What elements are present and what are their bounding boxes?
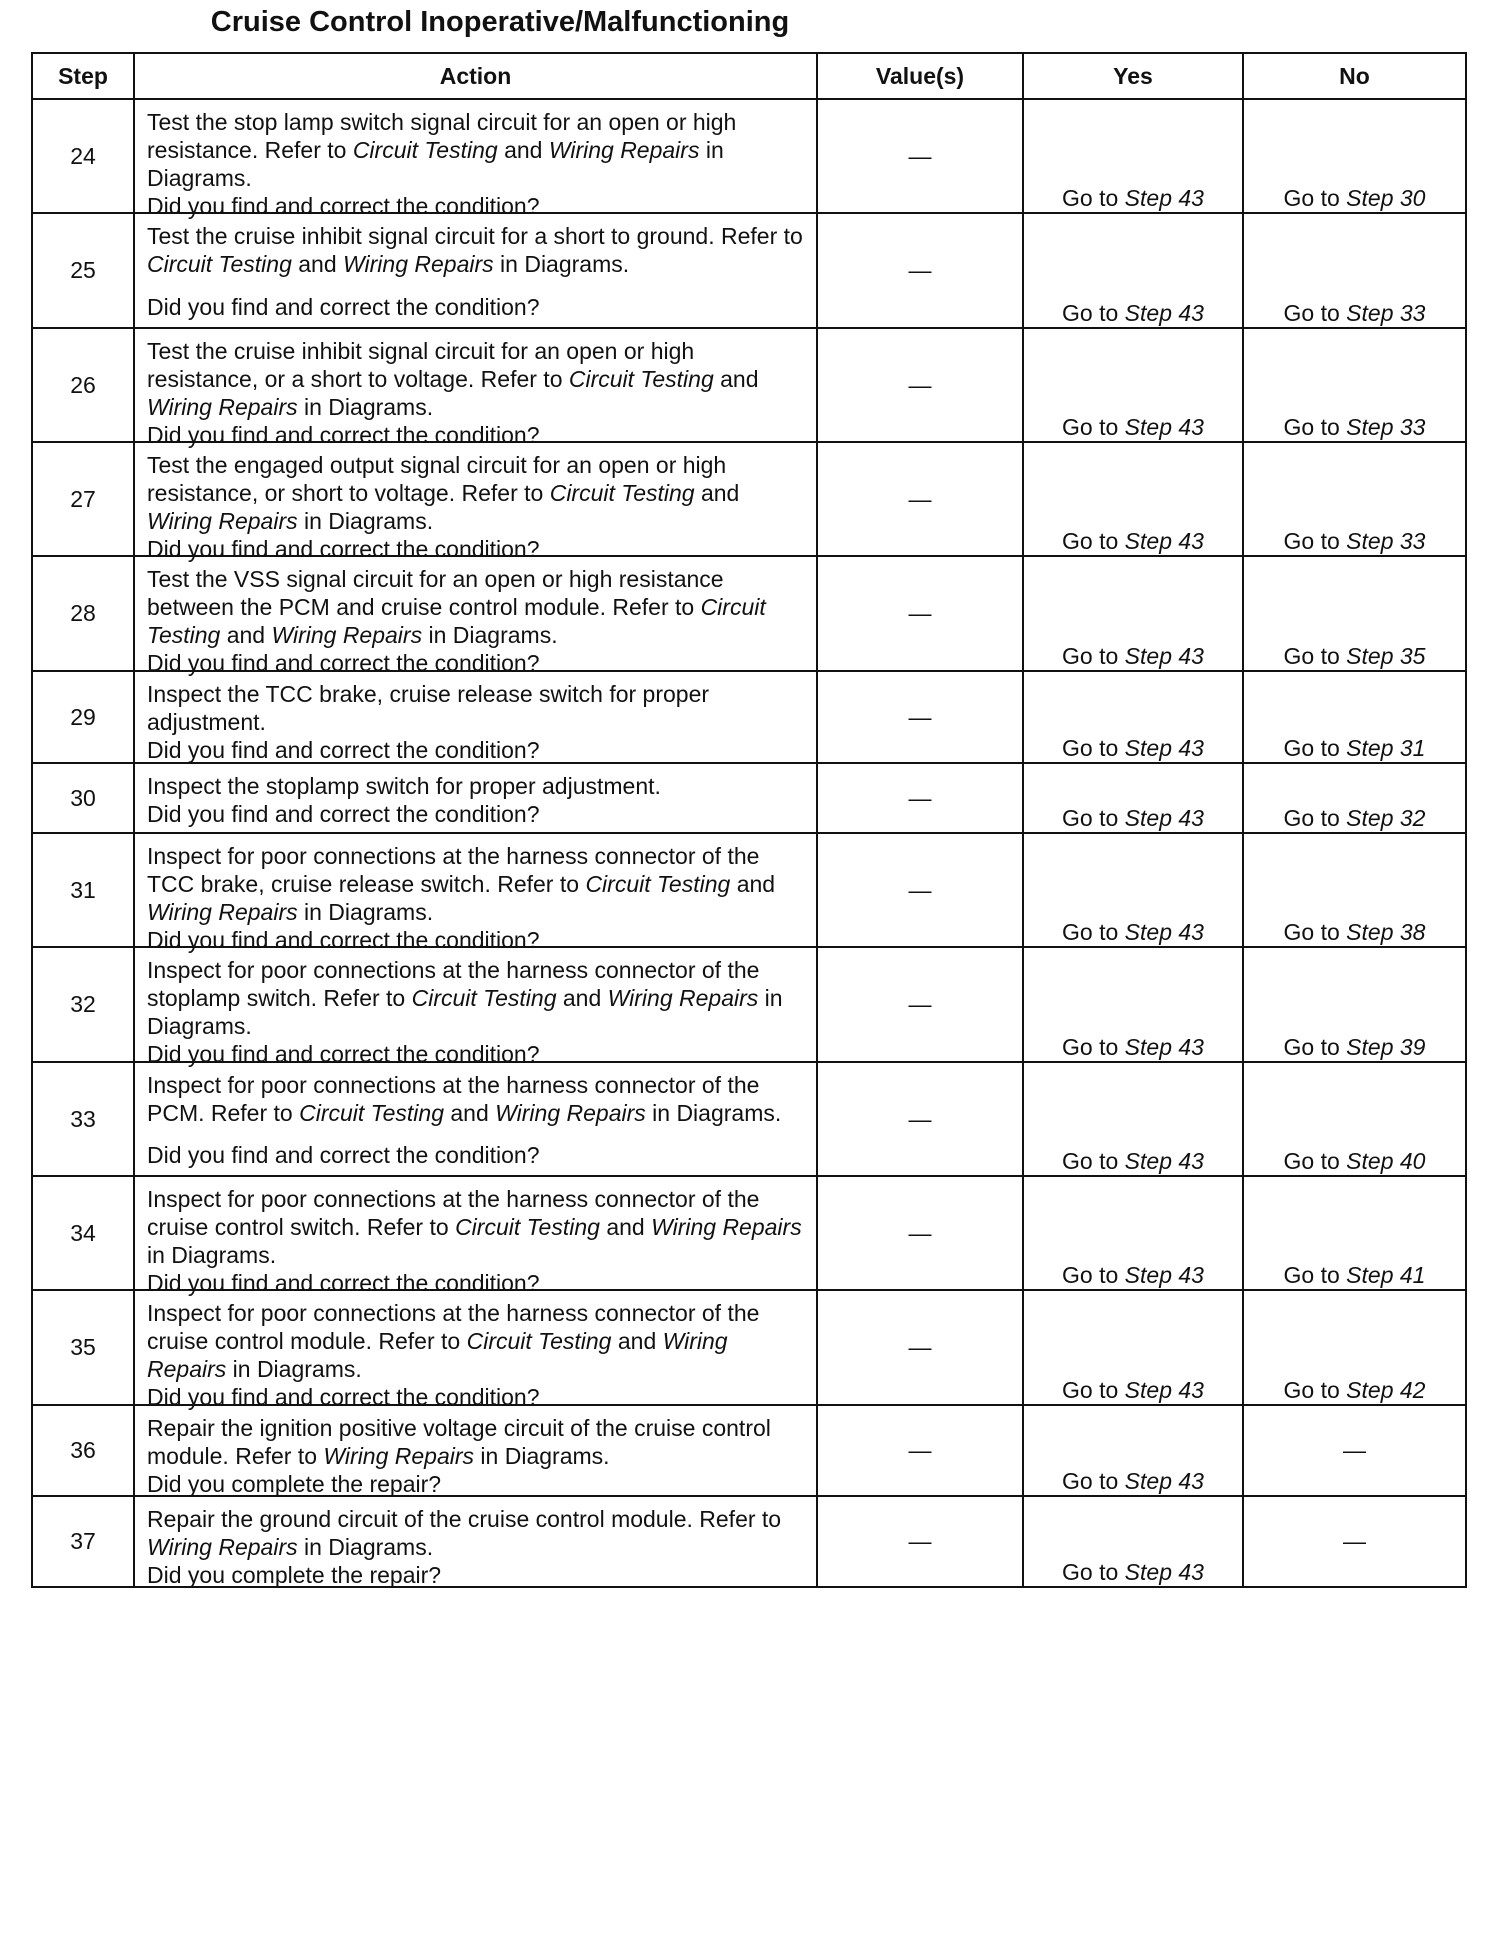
action-content	[135, 948, 816, 1067]
instruction-text: in Diagrams.	[147, 985, 783, 1039]
reference-text: Wiring Repairs	[323, 1443, 475, 1469]
goto-step: Step 42	[1346, 1377, 1426, 1403]
instruction-text: Inspect the TCC brake, cruise release switch for proper adjustment.	[147, 681, 710, 735]
goto-step: Step 32	[1346, 805, 1426, 831]
instruction-text: Test the cruise inhibit signal circuit for an open or high resistance, or a short to voltage. Refer to	[147, 338, 695, 392]
instruction-text: in Diagrams.	[297, 394, 434, 420]
action-cell	[134, 947, 817, 1067]
step-number: 37	[32, 1496, 134, 1587]
table-row	[32, 442, 1466, 556]
reference-text: Wiring Repairs	[495, 1100, 646, 1126]
goto-prefix: Go to	[1062, 643, 1125, 669]
goto-prefix: Go to	[1062, 805, 1125, 831]
action-cell	[134, 1496, 817, 1587]
yes-cell	[1023, 99, 1243, 213]
value-cell: —	[817, 1062, 1023, 1176]
action-content	[135, 1177, 816, 1296]
value-cell: —	[817, 556, 1023, 671]
action-content	[135, 1406, 816, 1495]
reference-text: Circuit Testing	[466, 1328, 612, 1354]
goto-step: Step 43	[1124, 528, 1204, 554]
no-cell	[1243, 1405, 1466, 1496]
no-cell	[1243, 1176, 1466, 1290]
no-cell	[1243, 763, 1466, 833]
goto-prefix: Go to	[1283, 1262, 1347, 1288]
goto-step: Step 39	[1346, 1034, 1426, 1060]
action-content	[135, 443, 816, 562]
action-content	[135, 834, 816, 953]
goto-prefix: Go to	[1283, 735, 1347, 761]
action-instruction	[147, 222, 806, 278]
goto-step: Step 43	[1124, 185, 1204, 211]
table-row	[32, 1062, 1466, 1176]
step-number: 36	[32, 1405, 134, 1496]
action-cell	[134, 99, 817, 219]
action-question: Did you find and correct the condition?	[147, 801, 540, 827]
goto-prefix: Go to	[1283, 805, 1347, 831]
yes-cell	[1023, 1496, 1243, 1587]
instruction-text: Inspect for poor connections at the harness connector of the stoplamp switch. Refer to	[147, 957, 760, 1011]
goto-step: Step 43	[1124, 414, 1204, 440]
action-cell	[134, 213, 817, 328]
column-header-values: Value(s)	[817, 53, 1023, 99]
goto-step: Step 43	[1124, 1468, 1204, 1494]
goto-prefix: Go to	[1062, 1559, 1125, 1585]
reference-text: Wiring Repairs	[147, 1328, 728, 1382]
no-cell	[1243, 947, 1466, 1062]
action-cell	[134, 1176, 817, 1296]
instruction-text: Test the engaged output signal circuit for an open or high resistance, or short to voltage. Refer to	[147, 452, 727, 506]
instruction-text: in Diagrams.	[147, 1242, 277, 1268]
goto-step: Step 33	[1346, 528, 1426, 554]
instruction-text: Inspect the stoplamp switch for proper adjustment.	[147, 773, 661, 799]
instruction-text: Inspect for poor connections at the harness connector of the cruise control switch. Refer to	[147, 1186, 760, 1240]
goto-prefix: Go to	[1283, 1148, 1347, 1174]
instruction-text: and	[694, 480, 740, 506]
step-number: 31	[32, 833, 134, 947]
table-row	[32, 671, 1466, 763]
goto-prefix: Go to	[1062, 735, 1125, 761]
value-cell: —	[817, 671, 1023, 763]
goto-prefix: Go to	[1283, 643, 1347, 669]
goto-prefix: Go to	[1062, 1262, 1125, 1288]
reference-text: Wiring Repairs	[147, 1534, 298, 1560]
action-question: Did you find and correct the condition?	[147, 737, 540, 763]
value-cell: —	[817, 1290, 1023, 1405]
action-instruction	[147, 842, 806, 926]
instruction-text: Repair the ground circuit of the cruise control module. Refer to	[147, 1506, 782, 1532]
no-cell	[1243, 213, 1466, 328]
reference-text: Circuit Testing	[585, 871, 731, 897]
no-cell	[1243, 1290, 1466, 1405]
column-header-no: No	[1243, 53, 1466, 99]
action-question: Did you find and correct the condition?	[147, 193, 540, 219]
value-cell: —	[817, 763, 1023, 833]
action-cell	[134, 763, 817, 833]
goto-prefix: Go to	[1062, 1034, 1125, 1060]
value-cell: —	[817, 99, 1023, 213]
instruction-text: and	[220, 622, 272, 648]
instruction-text: in Diagrams.	[474, 1443, 610, 1469]
action-question: Did you find and correct the condition?	[147, 927, 540, 953]
yes-cell	[1023, 442, 1243, 556]
yes-cell	[1023, 1290, 1243, 1405]
instruction-text: and	[730, 871, 776, 897]
action-content	[135, 1063, 816, 1175]
goto-step: Step 43	[1124, 735, 1204, 761]
reference-text: Circuit Testing	[549, 480, 695, 506]
goto-step: Step 43	[1124, 1559, 1204, 1585]
instruction-text: and	[443, 1100, 496, 1126]
table-body	[32, 99, 1466, 1587]
goto-prefix: Go to	[1062, 1468, 1125, 1494]
action-instruction	[147, 1505, 806, 1561]
goto-step: Step 30	[1346, 185, 1426, 211]
step-number: 27	[32, 442, 134, 556]
goto-prefix: Go to	[1062, 1377, 1125, 1403]
yes-cell	[1023, 1062, 1243, 1176]
yes-cell	[1023, 213, 1243, 328]
action-cell	[134, 833, 817, 953]
instruction-text: and	[599, 1214, 652, 1240]
goto-prefix: Go to	[1283, 919, 1347, 945]
column-header-action: Action	[134, 53, 817, 99]
reference-text: Wiring Repairs	[147, 899, 298, 925]
no-dash: —	[1343, 1528, 1366, 1554]
value-cell: —	[817, 442, 1023, 556]
yes-cell	[1023, 556, 1243, 671]
goto-prefix: Go to	[1283, 185, 1347, 211]
table-header-row	[32, 53, 1466, 99]
no-cell	[1243, 833, 1466, 947]
goto-step: Step 43	[1124, 919, 1204, 945]
step-number: 25	[32, 213, 134, 328]
action-content	[135, 1291, 816, 1410]
no-cell	[1243, 442, 1466, 556]
goto-prefix: Go to	[1062, 414, 1125, 440]
instruction-text: in Diagrams.	[422, 622, 558, 648]
reference-text: Circuit Testing	[147, 251, 292, 277]
reference-text: Circuit Testing	[455, 1214, 600, 1240]
value-cell: —	[817, 1405, 1023, 1496]
instruction-text: in Diagrams.	[645, 1100, 782, 1126]
diagnostic-table	[31, 52, 1467, 1588]
action-question: Did you find and correct the condition?	[147, 650, 540, 676]
step-number: 28	[32, 556, 134, 671]
no-cell	[1243, 556, 1466, 671]
action-content	[135, 557, 816, 676]
action-cell	[134, 1290, 817, 1410]
instruction-text: and	[556, 985, 608, 1011]
action-cell	[134, 671, 817, 763]
action-instruction	[147, 1299, 806, 1383]
action-content	[135, 764, 816, 832]
instruction-text: and	[713, 366, 759, 392]
action-question: Did you find and correct the condition?	[147, 1142, 540, 1168]
no-dash: —	[1343, 1437, 1366, 1463]
goto-prefix: Go to	[1283, 1377, 1347, 1403]
reference-text: Circuit Testing	[352, 137, 498, 163]
reference-text: Wiring Repairs	[651, 1214, 802, 1240]
goto-step: Step 43	[1124, 1262, 1204, 1288]
no-cell	[1243, 99, 1466, 213]
action-content	[135, 214, 816, 327]
action-instruction	[147, 565, 806, 649]
instruction-text: in Diagrams.	[226, 1356, 362, 1382]
instruction-text: in Diagrams.	[493, 251, 630, 277]
action-instruction	[147, 680, 806, 736]
instruction-text: Test the VSS signal circuit for an open or high resistance between the PCM and cruise control module. Refer to	[147, 566, 724, 620]
goto-step: Step 43	[1124, 1034, 1204, 1060]
action-cell	[134, 1405, 817, 1496]
goto-prefix: Go to	[1062, 528, 1125, 554]
action-cell	[134, 556, 817, 676]
action-question: Did you find and correct the condition?	[147, 294, 540, 320]
action-question: Did you find and correct the condition?	[147, 1270, 540, 1296]
value-cell: —	[817, 1496, 1023, 1587]
step-number: 24	[32, 99, 134, 213]
page-title: Cruise Control Inoperative/Malfunctioning	[210, 6, 790, 38]
table-row	[32, 99, 1466, 213]
action-question: Did you complete the repair?	[147, 1562, 442, 1588]
value-cell: —	[817, 833, 1023, 947]
value-cell: —	[817, 947, 1023, 1062]
goto-prefix: Go to	[1062, 185, 1125, 211]
table-row	[32, 328, 1466, 442]
yes-cell	[1023, 1176, 1243, 1290]
step-number: 34	[32, 1176, 134, 1290]
step-number: 35	[32, 1290, 134, 1405]
instruction-text: Test the stop lamp switch signal circuit for an open or high resistance. Refer to	[147, 109, 737, 163]
goto-step: Step 35	[1346, 643, 1426, 669]
action-instruction	[147, 451, 806, 535]
step-number: 32	[32, 947, 134, 1062]
no-cell	[1243, 328, 1466, 442]
yes-cell	[1023, 947, 1243, 1062]
no-cell	[1243, 671, 1466, 763]
yes-cell	[1023, 763, 1243, 833]
reference-text: Wiring Repairs	[271, 622, 423, 648]
goto-step: Step 33	[1346, 414, 1426, 440]
value-cell: —	[817, 328, 1023, 442]
table-row	[32, 556, 1466, 671]
table-row	[32, 1496, 1466, 1587]
table-row	[32, 763, 1466, 833]
yes-cell	[1023, 833, 1243, 947]
goto-step: Step 38	[1346, 919, 1426, 945]
table-row	[32, 1405, 1466, 1496]
instruction-text: Inspect for poor connections at the harness connector of the PCM. Refer to	[147, 1072, 760, 1126]
goto-step: Step 40	[1346, 1148, 1426, 1174]
action-question: Did you find and correct the condition?	[147, 1384, 540, 1410]
table-row	[32, 947, 1466, 1062]
instruction-text: Repair the ignition positive voltage circuit of the cruise control module. Refer to	[147, 1415, 771, 1469]
action-instruction	[147, 956, 806, 1040]
instruction-text: in Diagrams.	[147, 137, 724, 191]
action-instruction	[147, 772, 806, 800]
goto-step: Step 43	[1124, 643, 1204, 669]
reference-text: Wiring Repairs	[548, 137, 700, 163]
step-number: 33	[32, 1062, 134, 1176]
instruction-text: in Diagrams.	[297, 1534, 434, 1560]
step-number: 30	[32, 763, 134, 833]
table-row	[32, 213, 1466, 328]
action-question: Did you find and correct the condition?	[147, 1041, 540, 1067]
goto-prefix: Go to	[1062, 919, 1125, 945]
instruction-text: and	[497, 137, 549, 163]
goto-step: Step 43	[1124, 805, 1204, 831]
action-question: Did you complete the repair?	[147, 1471, 442, 1497]
action-instruction	[147, 1414, 806, 1470]
goto-step: Step 33	[1346, 300, 1426, 326]
action-content	[135, 329, 816, 448]
instruction-text: in Diagrams.	[297, 899, 434, 925]
instruction-text: Test the cruise inhibit signal circuit for a short to ground. Refer to	[147, 223, 803, 249]
column-header-yes: Yes	[1023, 53, 1243, 99]
yes-cell	[1023, 671, 1243, 763]
reference-text: Circuit Testing	[568, 366, 714, 392]
goto-prefix: Go to	[1283, 1034, 1347, 1060]
goto-step: Step 43	[1124, 1148, 1204, 1174]
instruction-text: Inspect for poor connections at the harness connector of the cruise control module. Refer to	[147, 1300, 760, 1354]
action-content	[135, 1497, 816, 1586]
goto-prefix: Go to	[1283, 528, 1347, 554]
no-cell	[1243, 1496, 1466, 1587]
table-row	[32, 1290, 1466, 1405]
action-instruction	[147, 337, 806, 421]
reference-text: Circuit Testing	[299, 1100, 444, 1126]
table-row	[32, 1176, 1466, 1290]
action-content	[135, 100, 816, 219]
action-instruction	[147, 1071, 806, 1127]
goto-step: Step 43	[1124, 1377, 1204, 1403]
column-header-step: Step	[32, 53, 134, 99]
action-cell	[134, 1062, 817, 1176]
goto-step: Step 41	[1346, 1262, 1426, 1288]
no-cell	[1243, 1062, 1466, 1176]
action-cell	[134, 442, 817, 562]
instruction-text: and	[291, 251, 344, 277]
value-cell: —	[817, 213, 1023, 328]
action-instruction	[147, 108, 806, 192]
action-cell	[134, 328, 817, 448]
reference-text: Wiring Repairs	[147, 394, 298, 420]
action-question: Did you find and correct the condition?	[147, 422, 540, 448]
yes-cell	[1023, 328, 1243, 442]
action-content	[135, 672, 816, 762]
action-instruction	[147, 1185, 806, 1269]
action-question: Did you find and correct the condition?	[147, 536, 540, 562]
goto-step: Step 43	[1124, 300, 1204, 326]
reference-text: Wiring Repairs	[343, 251, 494, 277]
instruction-text: Inspect for poor connections at the harness connector of the TCC brake, cruise release switch. Refer to	[147, 843, 760, 897]
reference-text: Wiring Repairs	[607, 985, 759, 1011]
value-cell: —	[817, 1176, 1023, 1290]
reference-text: Circuit Testing	[411, 985, 557, 1011]
step-number: 29	[32, 671, 134, 763]
yes-cell	[1023, 1405, 1243, 1496]
instruction-text: and	[611, 1328, 663, 1354]
goto-step: Step 31	[1346, 735, 1426, 761]
step-number: 26	[32, 328, 134, 442]
goto-prefix: Go to	[1283, 414, 1347, 440]
table-row	[32, 833, 1466, 947]
goto-prefix: Go to	[1062, 1148, 1125, 1174]
reference-text: Wiring Repairs	[147, 508, 298, 534]
instruction-text: in Diagrams.	[297, 508, 434, 534]
reference-text: Circuit Testing	[147, 594, 766, 648]
goto-prefix: Go to	[1062, 300, 1125, 326]
goto-prefix: Go to	[1283, 300, 1347, 326]
